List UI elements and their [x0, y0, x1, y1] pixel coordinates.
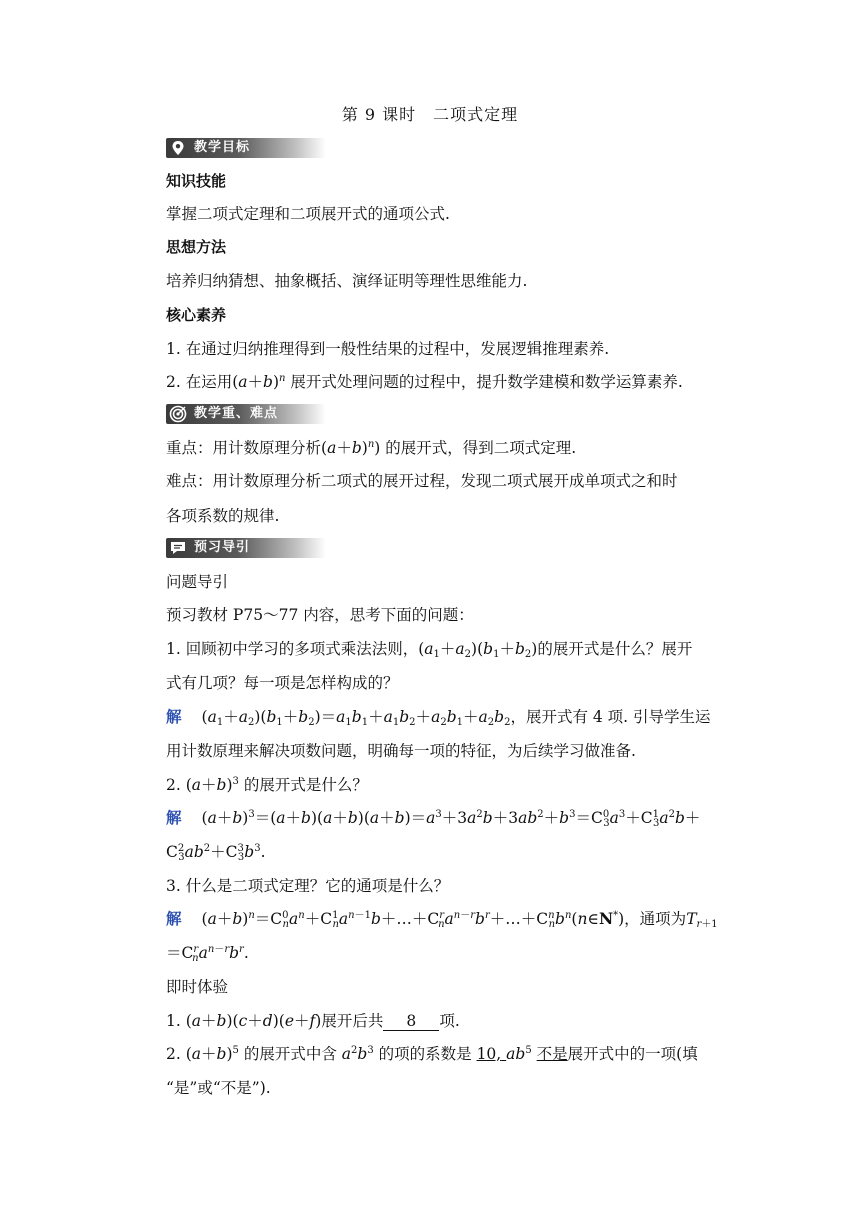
- paragraph: $C^2_3ab^2+C^3_3b^3$.: [166, 843, 266, 863]
- answer-label: 解: [166, 910, 182, 928]
- paragraph: 2. 在运用$(a+b)^n$ 展开式处理问题的过程中，提升数学建模和数学运算素养.: [166, 373, 683, 391]
- section-label: 教学重、难点: [194, 406, 279, 421]
- subheading-practice: 即时体验: [166, 978, 229, 996]
- heading-skills: 知识技能: [166, 172, 227, 190]
- answer-blank: 不是: [536, 1045, 568, 1063]
- paragraph: 重点：用计数原理分析$(a+b)^n$) 的展开式，得到二项式定理.: [166, 439, 577, 457]
- heading-literacy: 核心素养: [166, 306, 227, 324]
- paragraph: 用计数原理来解决项数问题，明确每一项的特征，为后续学习做准备.: [166, 742, 636, 760]
- section-banner-goals: [166, 138, 326, 158]
- paragraph: 式有几项？每一项是怎样构成的？: [166, 674, 399, 692]
- answer-label: 解: [166, 809, 182, 827]
- section-label: 教学目标: [194, 140, 251, 155]
- exercise-2: 2. $(a+b)^5$ 的展开式中含 $a^2b^3$ 的项的系数是 10, $ab^5$ 不是展开式中的一项(填: [166, 1045, 698, 1063]
- target-icon: [168, 404, 188, 424]
- paragraph: 预习教材 P75～77 内容，思考下面的问题：: [166, 606, 474, 624]
- section-banner-preview: [166, 538, 326, 558]
- subheading-intro: 问题导引: [166, 573, 229, 591]
- answer-1: 解 $(a_1+a_2)(b_1+b_2)=a_1b_1+a_1b_2+a_2b_1+a_2b_2$，展开式有 4 项. 引导学生运: [166, 708, 711, 728]
- answer-label: 解: [166, 708, 182, 726]
- exercise-1: 1. (a＋b)(c＋d)(e＋f)展开后共 8 项.: [166, 1012, 460, 1030]
- paragraph: 培养归纳猜想、抽象概括、演绎证明等理性思维能力.: [166, 272, 528, 290]
- page-title: 第 9 课时 二项式定理: [341, 105, 519, 124]
- question-3: 3. 什么是二项式定理？它的通项是什么？: [166, 877, 450, 895]
- answer-blank: 8: [383, 1012, 439, 1031]
- heading-methods: 思想方法: [166, 238, 227, 256]
- paragraph: “是”或“不是”).: [166, 1079, 271, 1097]
- paragraph: $=C^r_na^{n-r}b^r$.: [166, 944, 249, 964]
- question-1: 1. 回顾初中学习的多项式乘法法则，$(a_1+a_2)(b_1+b_2)$的展开式是什么？展开: [166, 640, 693, 660]
- answer-3: 解 $(a+b)^n=C^0_na^n+C^1_na^{n-1}b+\dots+C^r_na^{n-r}b^r+\dots+C^n_nb^n(n\in N^*)$，通项为$T_{r+1}$: [166, 909, 718, 930]
- paragraph: 1. 在通过归纳推理得到一般性结果的过程中，发展逻辑推理素养.: [166, 340, 610, 358]
- section-label: 预习导引: [194, 540, 251, 555]
- paragraph: 难点：用计数原理分析二项式的展开过程，发现二项式展开成单项式之和时: [166, 472, 678, 490]
- speech-bubble-icon: [168, 538, 188, 558]
- location-pin-icon: [168, 138, 188, 158]
- question-2: 2. $(a+b)^3$ 的展开式是什么？: [166, 776, 368, 794]
- answer-blank: 10,: [476, 1045, 502, 1063]
- section-banner-focus: [166, 404, 326, 424]
- paragraph: 掌握二项式定理和二项展开式的通项公式.: [166, 205, 450, 223]
- answer-2: 解 $(a+b)^3=(a+b)(a+b)(a+b)=a^3+3a^2b+3ab^2+b^3=C^0_3a^3+C^1_3a^2b+$: [166, 809, 701, 829]
- paragraph: 各项系数的规律.: [166, 507, 280, 525]
